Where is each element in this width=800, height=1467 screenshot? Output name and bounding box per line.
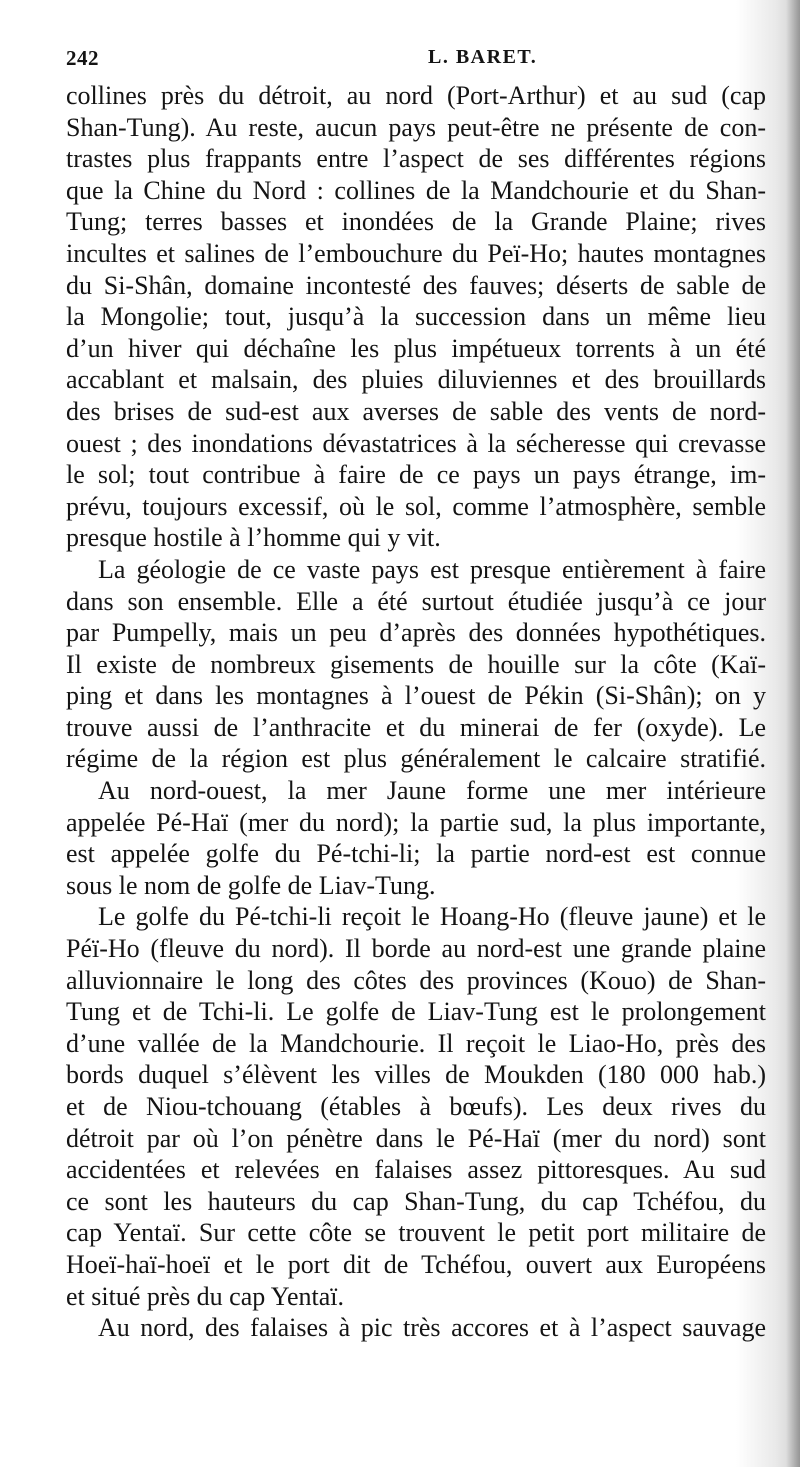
text-line: le sol; tout contribue à faire de ce pays un pays étrange, im- xyxy=(66,460,766,490)
page-edge-shadow xyxy=(786,0,800,1467)
text-line: est appelée golfe du Pé-tchi-li; la partie nord-est est connue xyxy=(66,839,766,869)
text-line: du Si-Shân, domaine incontesté des fauves; déserts de sable de xyxy=(66,270,766,300)
text-line: La géologie de ce vaste pays est presque entièrement à faire xyxy=(98,554,766,584)
text-line: presque hostile à l’homme qui y vit. xyxy=(66,523,441,553)
text-line: la Mongolie; tout, jusqu’à la succession dans un même lieu xyxy=(66,302,766,332)
text-line: trouve aussi de l’anthracite et du minerai de fer (oxyde). Le xyxy=(66,712,766,742)
page-number: 242 xyxy=(66,46,99,70)
text-line: ping et dans les montagnes à l’ouest de Pékin (Si-Shân); on y xyxy=(66,681,766,711)
text-line: détroit par où l’on pénètre dans le Pé-Haï (mer du nord) sont xyxy=(66,1123,766,1153)
text-line: Tung; terres basses et inondées de la Grande Plaine; rives xyxy=(66,207,766,237)
running-head xyxy=(66,38,766,78)
text-line: prévu, toujours excessif, où le sol, comme l’atmosphère, semble xyxy=(66,491,766,521)
text-line: Il existe de nombreux gisements de houille sur la côte (Kaï- xyxy=(66,649,766,679)
text-line: trastes plus frappants entre l’aspect de ses différentes régions xyxy=(66,144,766,174)
text-line: dans son ensemble. Elle a été surtout étudiée jusqu’à ce jour xyxy=(66,586,766,616)
text-line: collines près du détroit, au nord (Port-Arthur) et au sud (cap xyxy=(66,81,766,110)
text-line: des brises de sud-est aux averses de sable des vents de nord- xyxy=(66,396,766,426)
text-line: ce sont les hauteurs du cap Shan-Tung, du cap Tchéfou, du xyxy=(66,1186,766,1216)
text-line: Tung et de Tchi-li. Le golfe de Liav-Tung est le prolongement xyxy=(66,997,766,1027)
text-line: accidentées et relevées en falaises assez pittoresques. Au sud xyxy=(66,1155,766,1185)
text-line: d’une vallée de la Mandchourie. Il reçoit le Liao-Ho, près des xyxy=(66,1028,766,1058)
text-line: appelée Pé-Haï (mer du nord); la partie sud, la plus importante, xyxy=(66,807,766,837)
text-line: Shan-Tung). Au reste, aucun pays peut-être ne présente de con- xyxy=(66,112,766,142)
text-line: accablant et malsain, des pluies diluviennes et des brouillards xyxy=(66,365,766,395)
text-line: d’un hiver qui déchaîne les plus impétueux torrents à un été xyxy=(66,333,766,363)
text-line: bords duquel s’élèvent les villes de Moukden (180 000 hab.) xyxy=(66,1060,766,1090)
text-line: incultes et salines de l’embouchure du Peï-Ho; hautes montagnes xyxy=(66,238,766,268)
text-line: Au nord-ouest, la mer Jaune forme une mer intérieure xyxy=(98,776,766,806)
text-line: cap Yentaï. Sur cette côte se trouvent le petit port militaire de xyxy=(66,1218,766,1248)
text-line: sous le nom de golfe de Liav-Tung. xyxy=(66,870,436,900)
text-line: Le golfe du Pé-tchi-li reçoit le Hoang-Ho (fleuve jaune) et le xyxy=(98,902,766,932)
text-line: que la Chine du Nord : collines de la Mandchourie et du Shan- xyxy=(66,175,766,205)
text-line: et de Niou-tchouang (étables à bœufs). Les deux rives du xyxy=(66,1092,766,1121)
text-line: régime de la région est plus généralement le calcaire stratifié. xyxy=(66,744,766,774)
text-line: ouest ; des inondations dévastatrices à la sécheresse qui crevasse xyxy=(66,428,766,458)
body-text xyxy=(66,80,766,1344)
text-line: Péï-Ho (fleuve du nord). Il borde au nord-est une grande plaine xyxy=(66,934,766,964)
text-line: et situé près du cap Yentaï. xyxy=(66,1281,345,1311)
text-line: Hoeï-haï-hoeï et le port dit de Tchéfou, ouvert aux Européens xyxy=(66,1249,766,1279)
text-line: Au nord, des falaises à pic très accores et à l’aspect sauvage xyxy=(98,1313,766,1343)
text-line: alluvionnaire le long des côtes des provinces (Kouo) de Shan- xyxy=(66,965,766,995)
text-line: par Pumpelly, mais un peu d’après des données hypothétiques. xyxy=(66,618,766,648)
running-head-author: L. BARET. xyxy=(428,46,538,68)
